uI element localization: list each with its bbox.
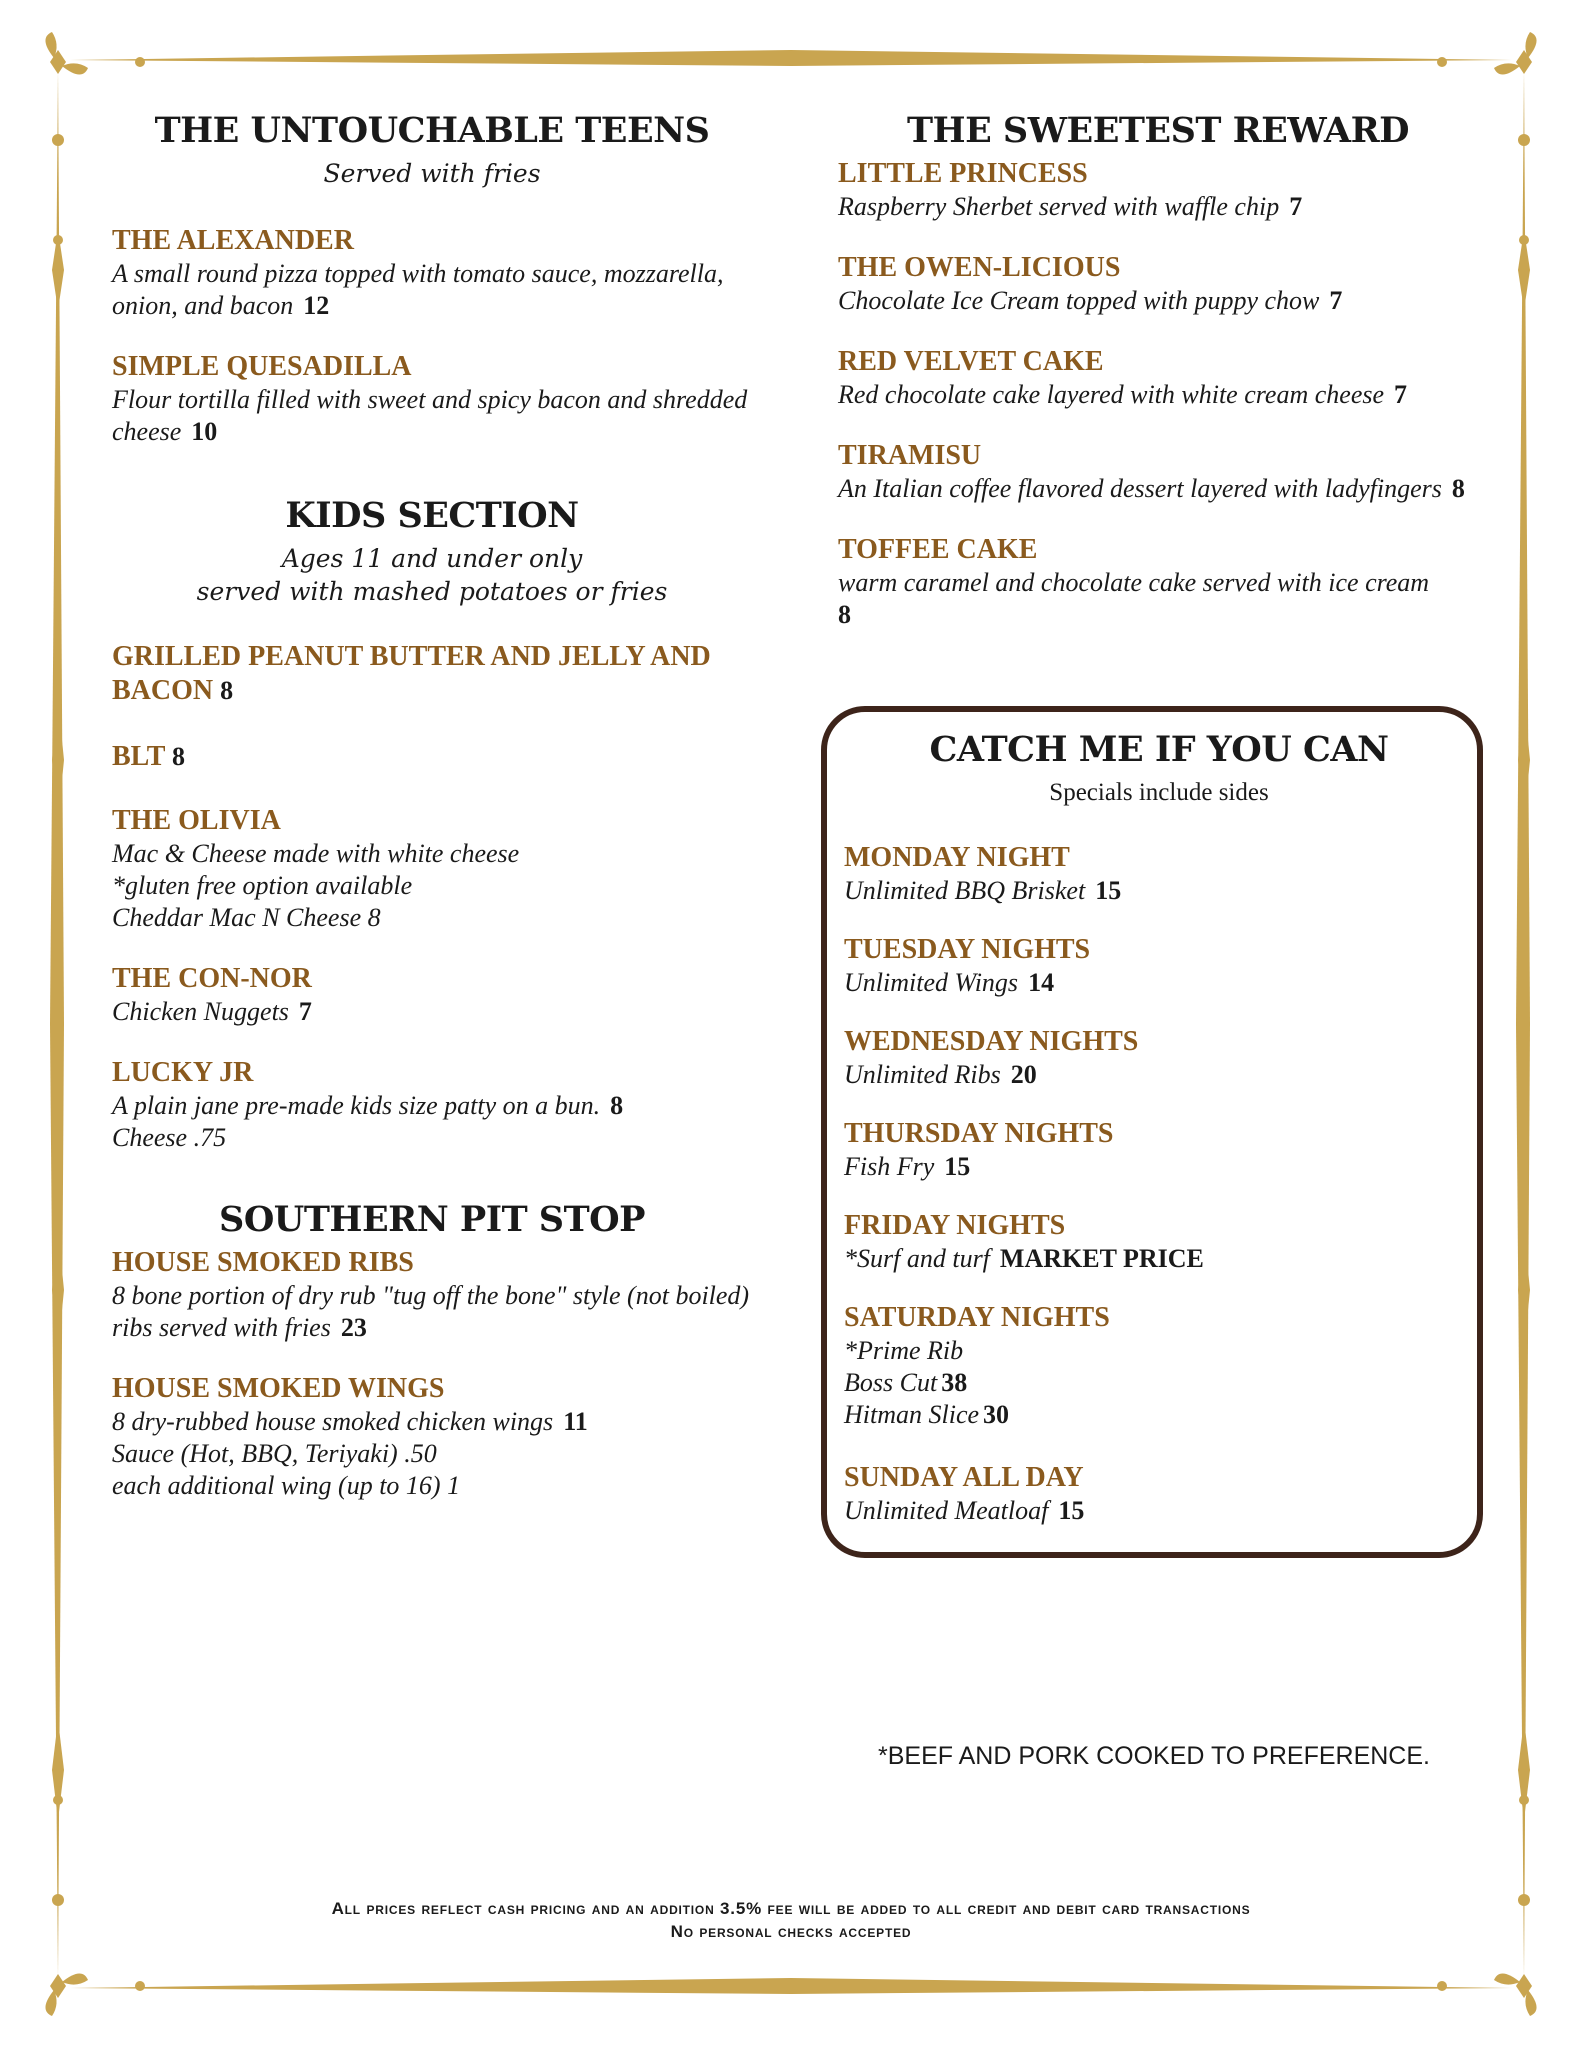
item-price: 8 bbox=[171, 742, 185, 771]
item-price: 12 bbox=[303, 291, 330, 320]
pit-stop-title: SOUTHERN PIT STOP bbox=[219, 1199, 645, 1240]
special-price: 15 bbox=[1095, 876, 1122, 905]
special-option: Hitman Slice 30 bbox=[844, 1400, 1010, 1429]
dessert-section bbox=[838, 105, 1478, 631]
item-name: THE ALEXANDER bbox=[112, 225, 354, 256]
item-name: TOFFEE CAKE bbox=[838, 534, 1038, 565]
teens-title: THE UNTOUCHABLE TEENS bbox=[154, 110, 710, 151]
item-price: 7 bbox=[1329, 286, 1343, 315]
item-name: BLT 8 bbox=[112, 741, 185, 772]
special-item bbox=[844, 1025, 1474, 1091]
item-description: Flour tortilla filled with sweet and spicy bacon and shredded cheese 10 bbox=[112, 385, 748, 446]
left-column bbox=[112, 105, 752, 1502]
special-description: Fish Fry 15 bbox=[844, 1152, 971, 1181]
item-description: Mac & Cheese made with white cheese bbox=[112, 839, 520, 868]
special-price: 15 bbox=[944, 1152, 971, 1181]
specials-box bbox=[821, 706, 1483, 1558]
item-price: 8 bbox=[220, 676, 234, 705]
special-item bbox=[844, 1461, 1474, 1527]
item-name: LUCKY JR bbox=[112, 1057, 254, 1088]
special-description: Unlimited BBQ Brisket 15 bbox=[844, 876, 1122, 905]
cooking-note: *BEEF AND PORK COOKED TO PREFERENCE. bbox=[878, 1742, 1430, 1770]
menu-item bbox=[112, 1056, 752, 1154]
checks-disclaimer: No personal checks accepted bbox=[670, 1922, 912, 1941]
teens-section bbox=[112, 105, 752, 448]
special-description: Unlimited Wings 14 bbox=[844, 968, 1055, 997]
item-name: THE OLIVIA bbox=[112, 805, 281, 836]
item-description: Chicken Nuggets 7 bbox=[112, 997, 312, 1026]
kids-title: KIDS SECTION bbox=[285, 495, 579, 536]
item-name: TIRAMISU bbox=[838, 440, 982, 471]
menu-item bbox=[838, 439, 1478, 505]
special-price: 38 bbox=[941, 1368, 968, 1397]
special-description: *Surf and turf MARKET PRICE bbox=[844, 1244, 1204, 1273]
item-price: 23 bbox=[340, 1313, 367, 1342]
item-price: 10 bbox=[191, 417, 218, 446]
item-price: 11 bbox=[563, 1407, 588, 1436]
special-item bbox=[844, 1117, 1474, 1183]
menu-item bbox=[112, 640, 752, 708]
item-description: An Italian coffee flavored dessert layered with ladyfingers 8 bbox=[838, 474, 1465, 503]
special-description: Unlimited Meatloaf 15 bbox=[844, 1496, 1085, 1525]
item-name: LITTLE PRINCESS bbox=[838, 158, 1088, 189]
special-description: *Prime Rib bbox=[844, 1336, 964, 1365]
special-day: TUESDAY NIGHTS bbox=[844, 934, 1091, 965]
menu-item bbox=[112, 804, 752, 934]
special-price: 30 bbox=[983, 1400, 1010, 1429]
item-addon: Sauce (Hot, BBQ, Teriyaki) .50 bbox=[112, 1439, 437, 1468]
dessert-title: THE SWEETEST REWARD bbox=[906, 110, 1410, 151]
specials-subtitle: Specials include sides bbox=[1049, 779, 1269, 806]
item-name: HOUSE SMOKED RIBS bbox=[112, 1247, 414, 1278]
item-description: Red chocolate cake layered with white cream cheese 7 bbox=[838, 380, 1408, 409]
item-name: GRILLED PEANUT BUTTER AND JELLY AND BACON 8 bbox=[112, 641, 711, 706]
item-addon: each additional wing (up to 16) 1 bbox=[112, 1471, 461, 1500]
item-description: A small round pizza topped with tomato sauce, mozzarella, onion, and bacon 12 bbox=[112, 259, 724, 320]
special-day: SUNDAY ALL DAY bbox=[844, 1462, 1084, 1493]
special-description: Unlimited Ribs 20 bbox=[844, 1060, 1037, 1089]
item-price: 8 bbox=[838, 600, 851, 629]
item-price: 8 bbox=[1451, 474, 1465, 503]
teens-subtitle: Served with fries bbox=[323, 159, 541, 188]
right-column bbox=[838, 105, 1478, 631]
specials-section bbox=[844, 724, 1474, 1527]
kids-section bbox=[112, 490, 752, 1154]
item-description: Raspberry Sherbet served with waffle chip 7 bbox=[838, 192, 1303, 221]
pit-stop-section bbox=[112, 1194, 752, 1502]
menu-item bbox=[112, 350, 752, 448]
item-name: THE OWEN-LICIOUS bbox=[838, 252, 1121, 283]
item-name: HOUSE SMOKED WINGS bbox=[112, 1373, 445, 1404]
special-day: WEDNESDAY NIGHTS bbox=[844, 1026, 1139, 1057]
item-price: 7 bbox=[1394, 380, 1408, 409]
item-name: THE CON-NOR bbox=[112, 963, 312, 994]
menu-item bbox=[112, 962, 752, 1028]
item-name: SIMPLE QUESADILLA bbox=[112, 351, 412, 382]
item-addon: Cheese .75 bbox=[112, 1123, 227, 1152]
item-option: Cheddar Mac N Cheese 8 bbox=[112, 903, 381, 932]
special-item bbox=[844, 841, 1474, 907]
special-item bbox=[844, 1301, 1474, 1431]
specials-title: CATCH ME IF YOU CAN bbox=[929, 729, 1389, 770]
kids-subtitle-2: served with mashed potatoes or fries bbox=[196, 577, 668, 606]
special-day: MONDAY NIGHT bbox=[844, 842, 1070, 873]
special-price: MARKET PRICE bbox=[999, 1244, 1204, 1273]
kids-subtitle-1: Ages 11 and under only bbox=[281, 544, 583, 573]
menu-item bbox=[112, 740, 752, 774]
item-description: warm caramel and chocolate cake served with ice cream bbox=[838, 568, 1430, 597]
menu-item bbox=[112, 1246, 752, 1344]
item-description: 8 bone portion of dry rub "tug off the bone" style (not boiled) ribs served with fries 23 bbox=[112, 1281, 750, 1342]
item-price: 7 bbox=[1289, 192, 1303, 221]
special-price: 20 bbox=[1010, 1060, 1037, 1089]
menu-item bbox=[838, 533, 1478, 631]
footer bbox=[0, 1897, 1582, 1943]
special-day: THURSDAY NIGHTS bbox=[844, 1118, 1114, 1149]
item-name: RED VELVET CAKE bbox=[838, 346, 1104, 377]
item-note: *gluten free option available bbox=[112, 871, 413, 900]
special-item bbox=[844, 933, 1474, 999]
menu-item bbox=[112, 1372, 752, 1502]
special-day: SATURDAY NIGHTS bbox=[844, 1302, 1110, 1333]
special-option: Boss Cut 38 bbox=[844, 1368, 968, 1397]
special-price: 14 bbox=[1028, 968, 1055, 997]
special-price: 15 bbox=[1058, 1496, 1085, 1525]
menu-item bbox=[112, 224, 752, 322]
special-item bbox=[844, 1209, 1474, 1275]
menu-item bbox=[838, 157, 1478, 223]
menu-item bbox=[838, 251, 1478, 317]
menu-item bbox=[838, 345, 1478, 411]
item-description: 8 dry-rubbed house smoked chicken wings 11 bbox=[112, 1407, 588, 1436]
item-price: 8 bbox=[610, 1091, 624, 1120]
item-price: 7 bbox=[298, 997, 312, 1026]
item-description: A plain jane pre-made kids size patty on a bun. 8 bbox=[112, 1091, 624, 1120]
pricing-disclaimer: All prices reflect cash pricing and an addition 3.5% fee will be added to all credit and debit card transactions bbox=[331, 1899, 1251, 1918]
item-description: Chocolate Ice Cream topped with puppy chow 7 bbox=[838, 286, 1343, 315]
special-day: FRIDAY NIGHTS bbox=[844, 1210, 1066, 1241]
